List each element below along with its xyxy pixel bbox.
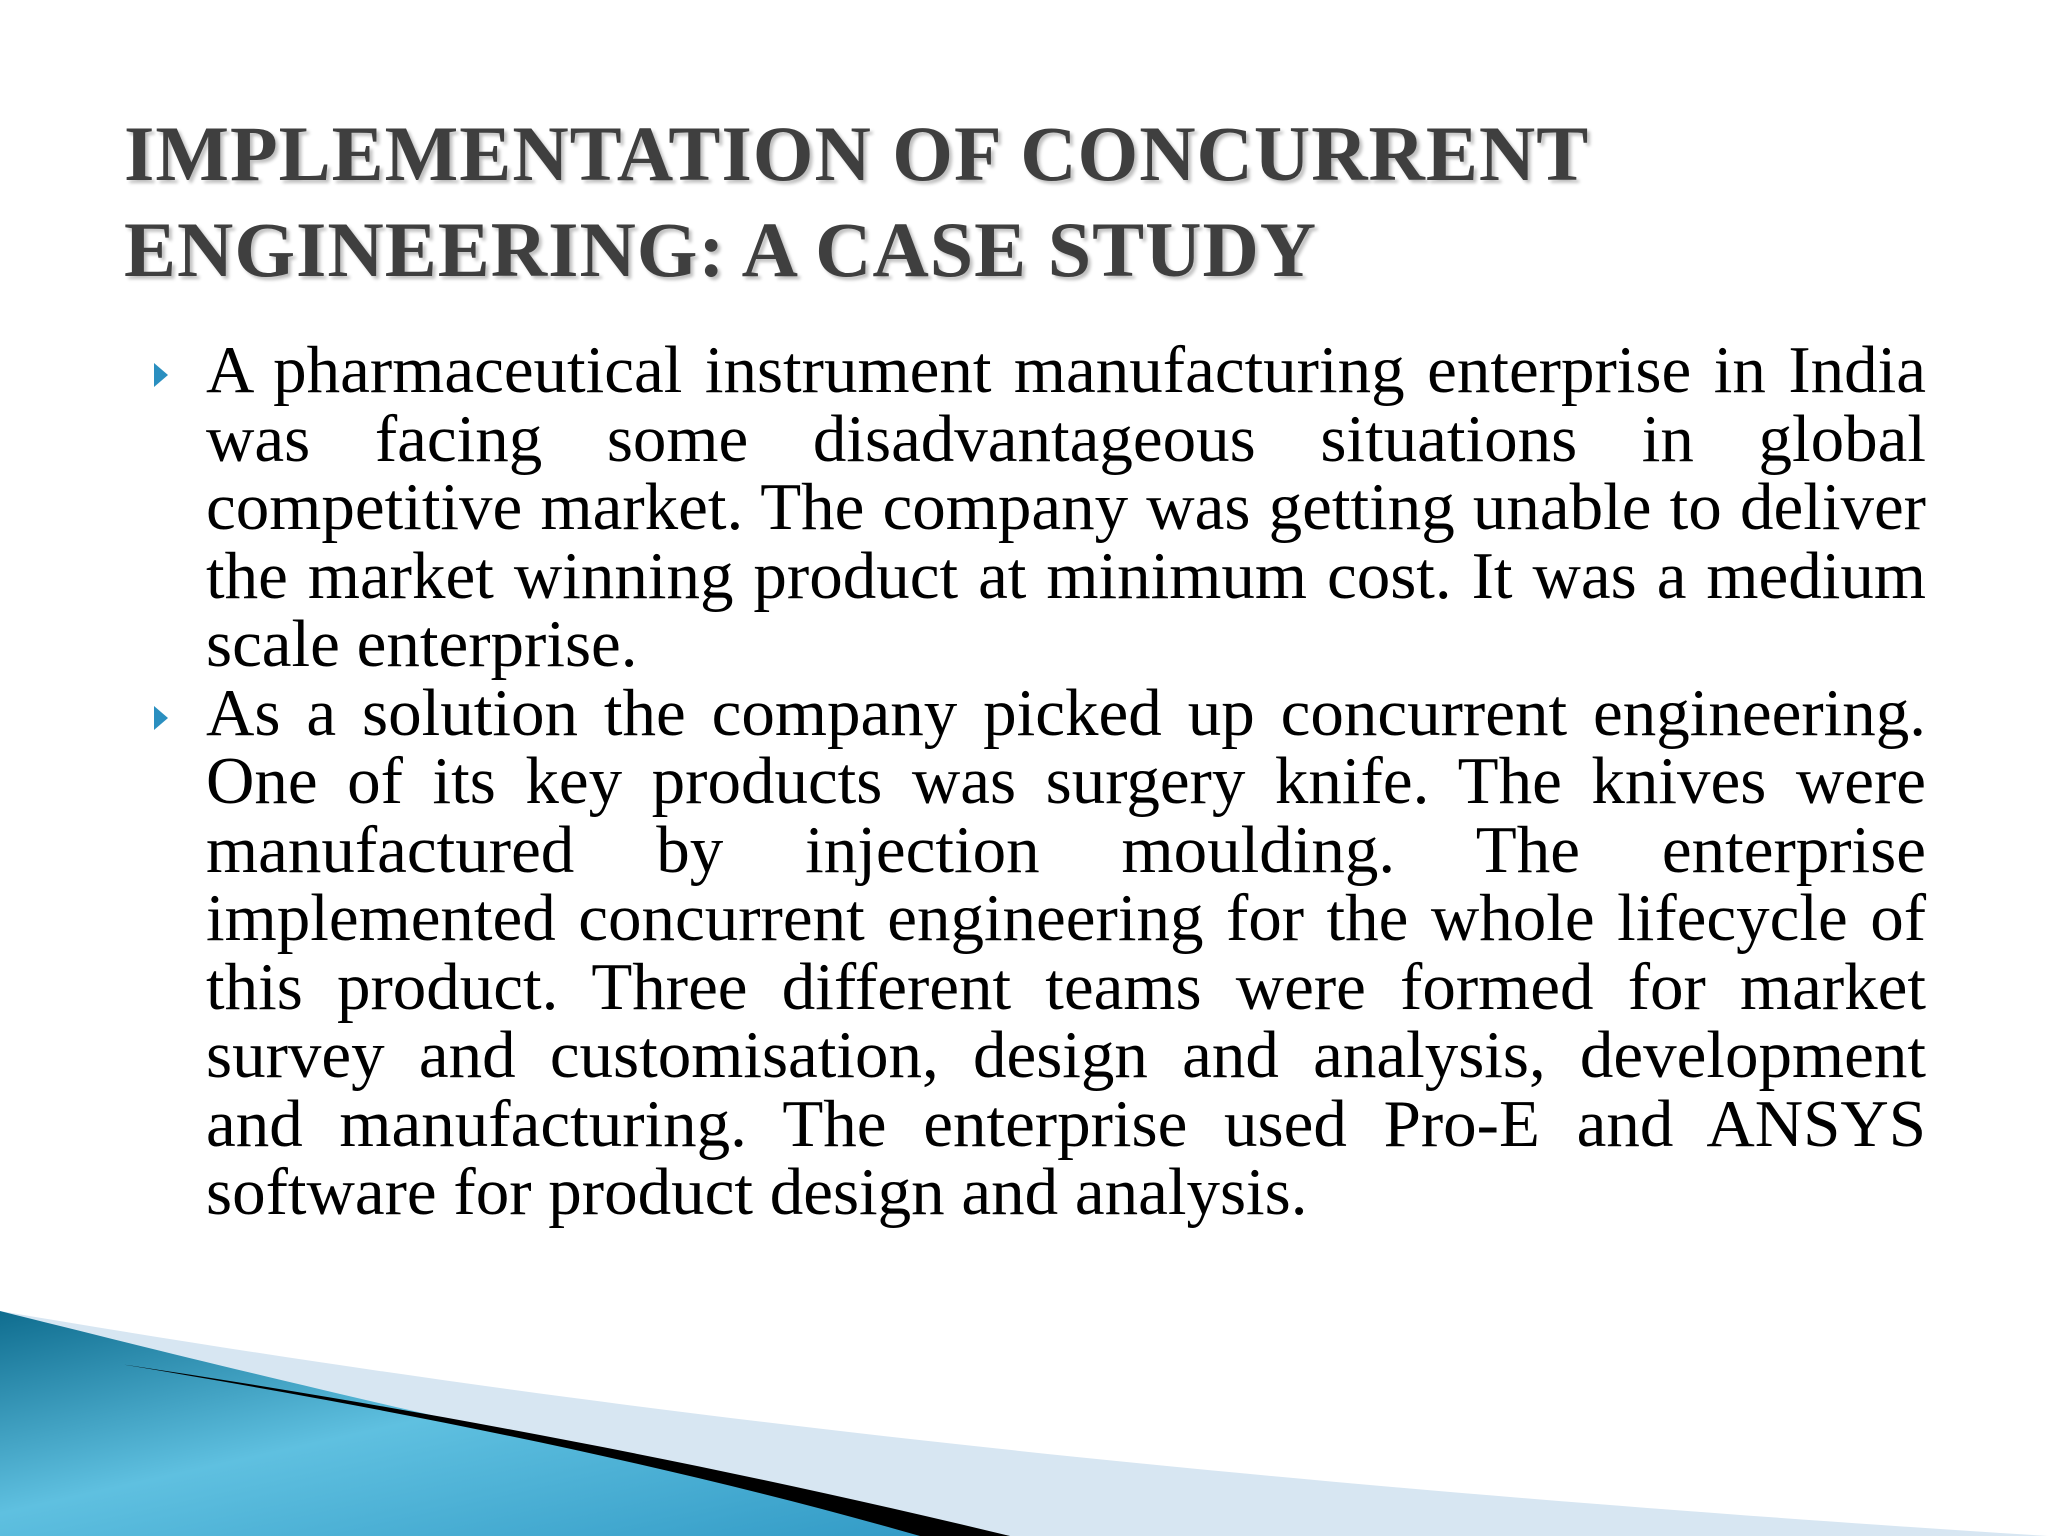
bullet-list xyxy=(140,333,1926,1229)
slide-title xyxy=(124,106,1884,298)
bullet-text: As a solution the company picked up concurrent engineering. One of its key products was surgery knife. The knives were manufactured by injection moulding. The enterprise implemented concurrent engineering for the whole lifecycle of this product. Three different teams were formed for market survey and customisation, design and analysis, development and manufacturing. The enterprise used Pro-E and ANSYS software for product design and analysis. xyxy=(206,675,1926,1229)
title-line-1: IMPLEMENTATION OF CONCURRENT xyxy=(124,110,1590,197)
triangle-right-icon xyxy=(154,363,168,387)
wave-decoration xyxy=(0,1276,2048,1536)
bullet-item xyxy=(140,333,1926,681)
bullet-item xyxy=(140,675,1926,1229)
title-line-2: ENGINEERING: A CASE STUDY xyxy=(124,206,1318,293)
triangle-right-icon xyxy=(154,706,168,730)
bullet-text: A pharmaceutical instrument manufacturing enterprise in India was facing some disadvantageous situations in global competitive market. The company was getting unable to deliver the market winning product at minimum cost. It was a medium scale enterprise. xyxy=(206,333,1926,681)
